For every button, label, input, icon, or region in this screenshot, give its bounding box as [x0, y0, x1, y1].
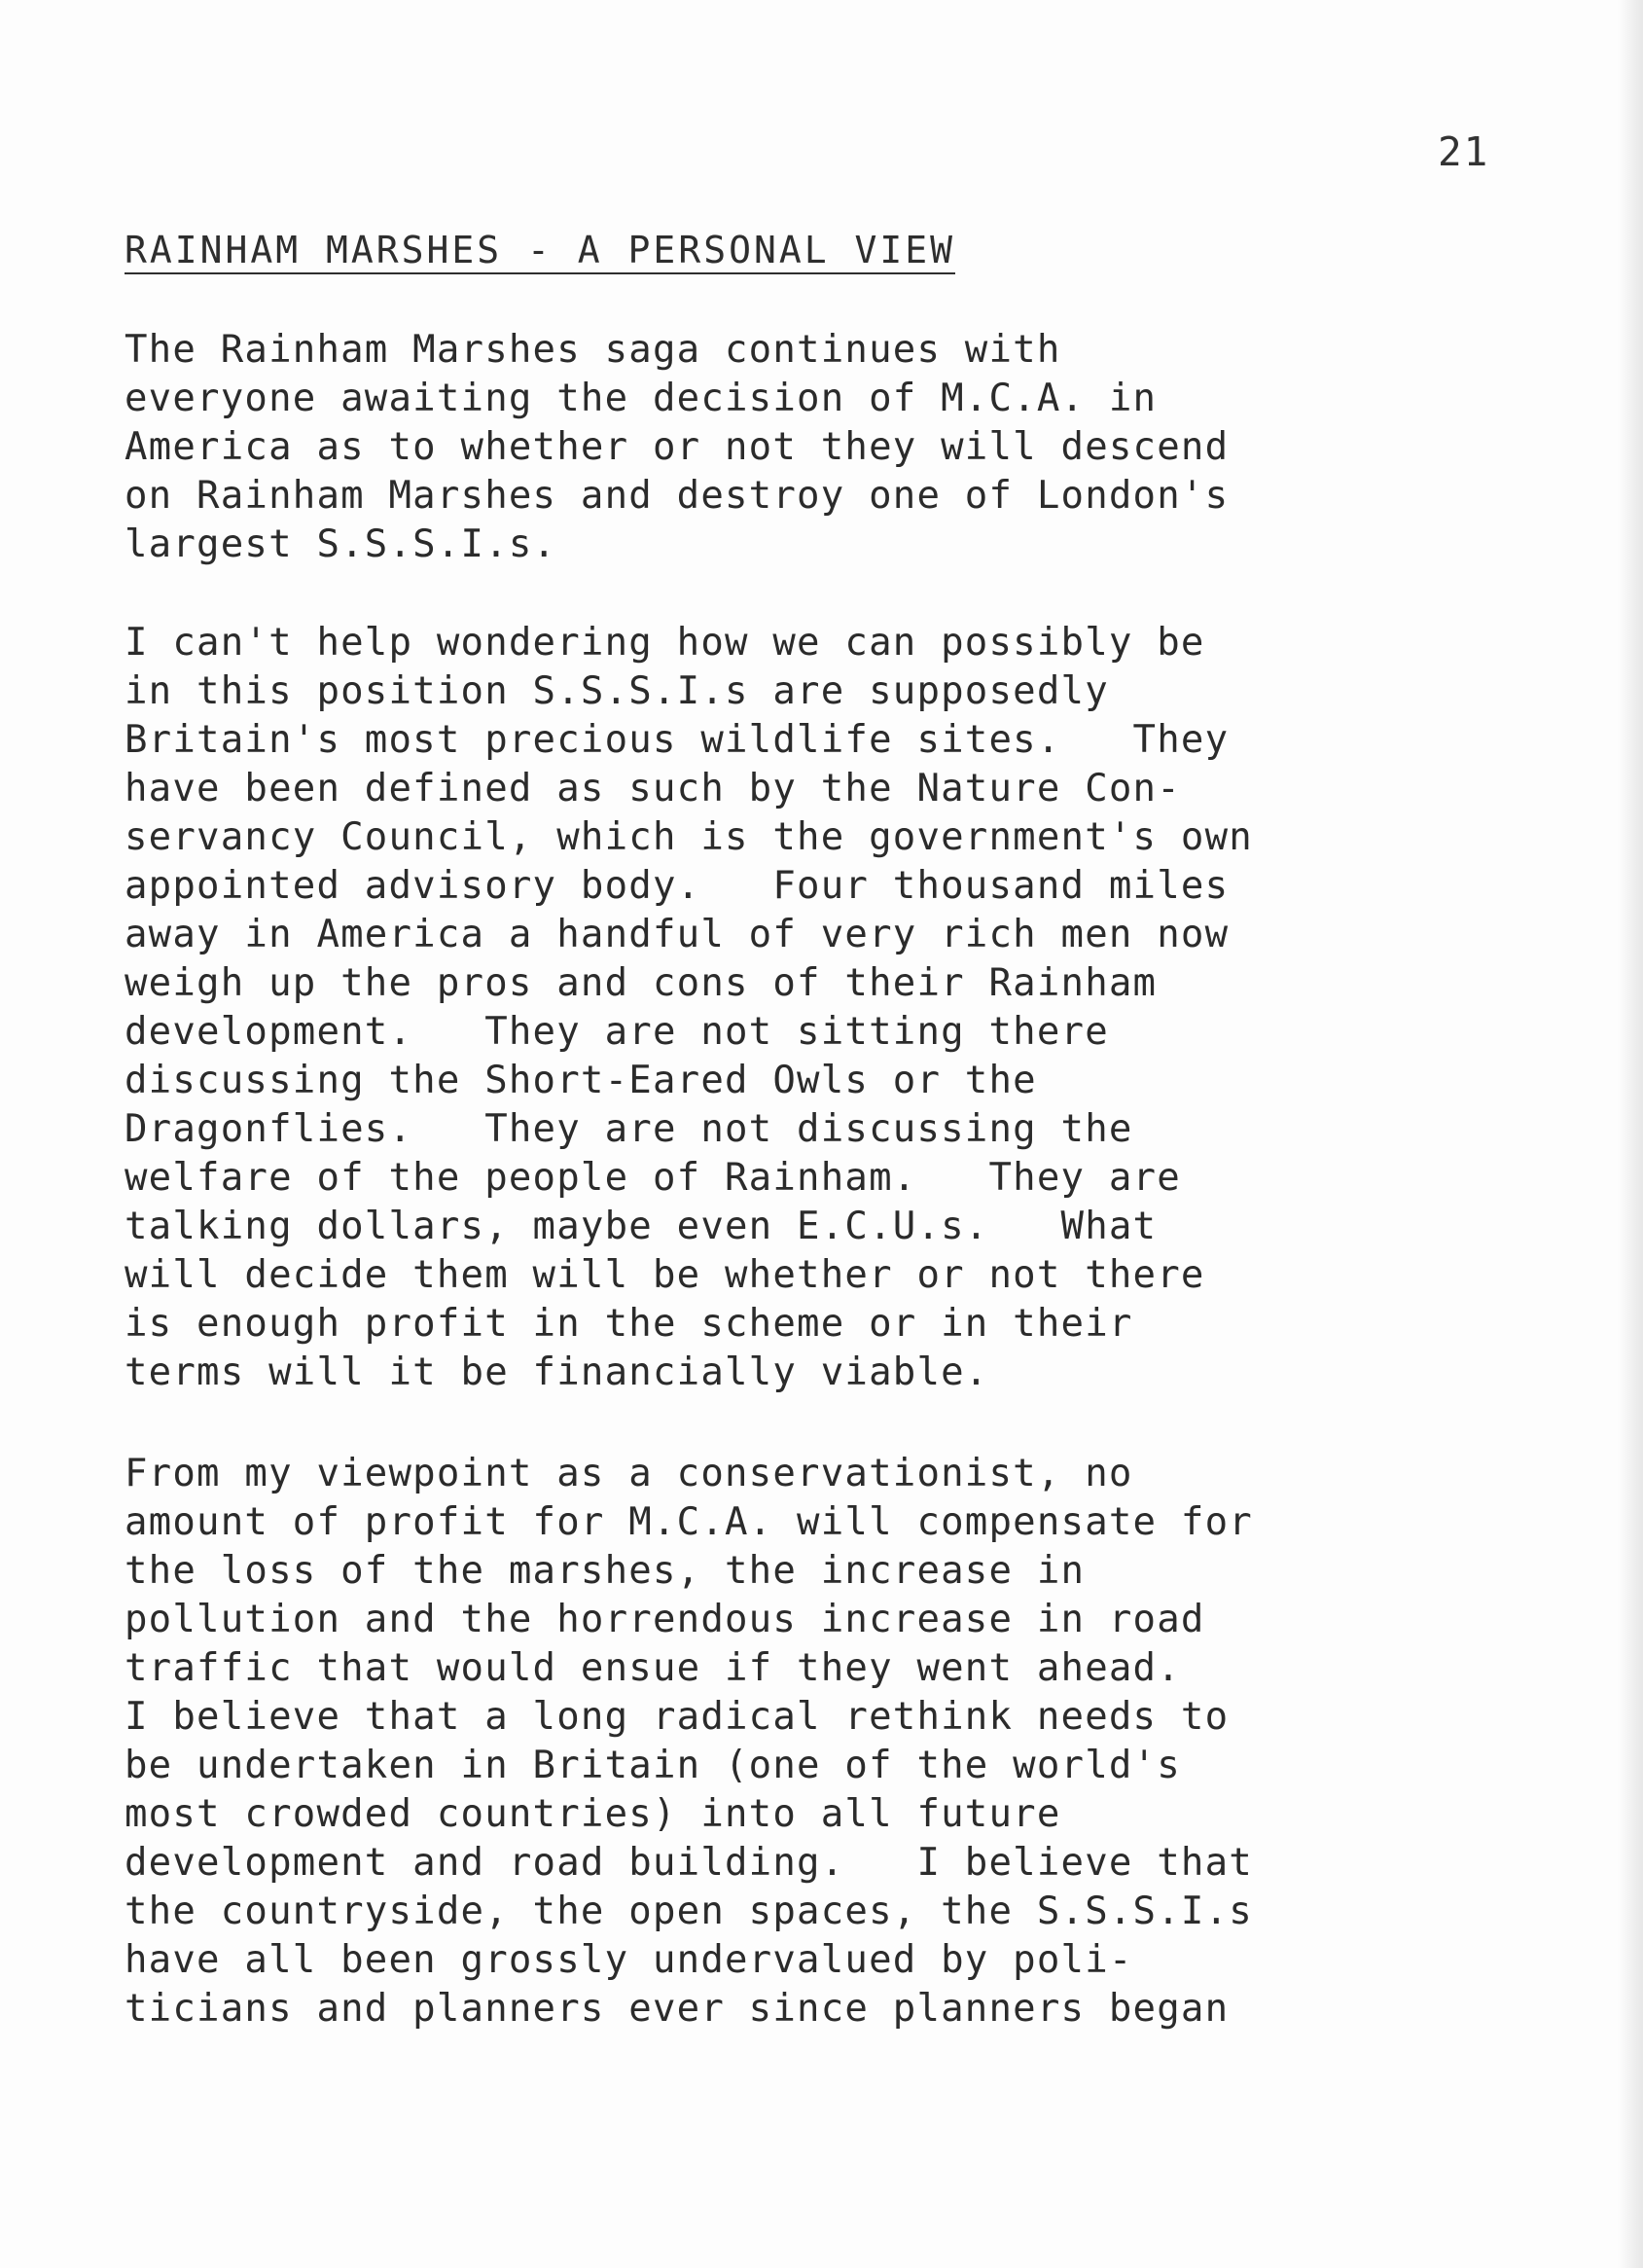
- page-number: 21: [1438, 128, 1490, 175]
- text-line: Britain's most precious wildlife sites. They: [125, 718, 1230, 762]
- text-line: I believe that a long radical rethink needs to: [125, 1695, 1230, 1739]
- text-line: have been defined as such by the Nature Con-: [125, 767, 1181, 810]
- text-line: is enough profit in the scheme or in their: [125, 1302, 1133, 1346]
- text-line: America as to whether or not they will descend: [125, 425, 1230, 469]
- text-line: away in America a handful of very rich men now: [125, 913, 1230, 956]
- text-line: largest S.S.S.I.s.: [125, 522, 557, 566]
- text-line: weigh up the pros and cons of their Rainham: [125, 961, 1158, 1005]
- text-line: have all been grossly undervalued by poli-: [125, 1938, 1133, 1982]
- text-line: on Rainham Marshes and destroy one of London's: [125, 474, 1230, 518]
- text-line: be undertaken in Britain (one of the world's: [125, 1744, 1181, 1787]
- text-line: amount of profit for M.C.A. will compensate for: [125, 1500, 1253, 1544]
- text-line: discussing the Short-Eared Owls or the: [125, 1059, 1037, 1102]
- text-line: terms will it be financially viable.: [125, 1350, 989, 1394]
- text-line: in this position S.S.S.I.s are supposedly: [125, 669, 1109, 713]
- text-line: The Rainham Marshes saga continues with: [125, 328, 1061, 372]
- text-line: ticians and planners ever since planners began: [125, 1987, 1230, 2031]
- text-line: development and road building. I believe that: [125, 1841, 1253, 1885]
- article-heading: RAINHAM MARSHES - A PERSONAL VIEW: [125, 229, 955, 271]
- text-line: appointed advisory body. Four thousand miles: [125, 864, 1230, 908]
- text-line: I can't help wondering how we can possibly be: [125, 621, 1205, 665]
- text-line: everyone awaiting the decision of M.C.A. in: [125, 377, 1158, 420]
- text-line: pollution and the horrendous increase in road: [125, 1598, 1205, 1641]
- text-line: the countryside, the open spaces, the S.S.S.I.s: [125, 1890, 1253, 1933]
- text-line: traffic that would ensue if they went ahead.: [125, 1646, 1181, 1690]
- text-line: Dragonflies. They are not discussing the: [125, 1107, 1133, 1151]
- text-line: servancy Council, which is the government's own: [125, 815, 1253, 859]
- paragraph-2: [125, 619, 1506, 1397]
- text-line: will decide them will be whether or not there: [125, 1253, 1205, 1297]
- text-line: From my viewpoint as a conservationist, no: [125, 1452, 1133, 1495]
- text-line: development. They are not sitting there: [125, 1010, 1109, 1054]
- text-line: the loss of the marshes, the increase in: [125, 1549, 1086, 1593]
- paragraph-1: [125, 326, 1506, 569]
- page-edge-shadow: [1618, 0, 1643, 2268]
- text-line: welfare of the people of Rainham. They are: [125, 1156, 1181, 1200]
- paragraph-3: [125, 1450, 1506, 2034]
- text-line: most crowded countries) into all future: [125, 1792, 1061, 1836]
- text-line: talking dollars, maybe even E.C.U.s. What: [125, 1205, 1158, 1248]
